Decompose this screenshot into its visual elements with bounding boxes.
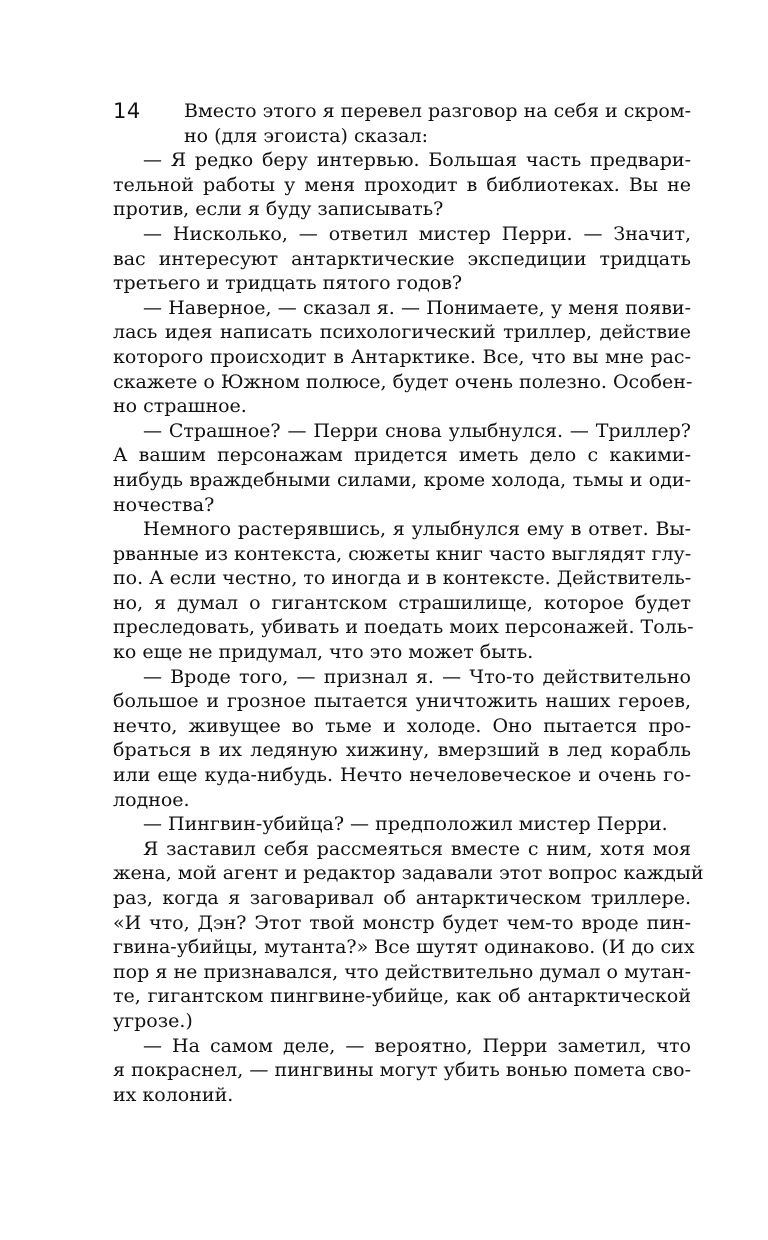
paragraph xyxy=(113,222,691,296)
text-line: но страшное. xyxy=(113,395,247,418)
text-line: рванные из контекста, сюжеты книг часто выглядят глу- xyxy=(113,542,692,565)
text-line: те, гигантском пингвине-убийце, как об антарктической xyxy=(113,985,691,1008)
text-line: тельной работы у меня проходит в библиотеках. Вы не xyxy=(113,173,691,196)
text-line: «И что, Дэн? Этот твой монстр будет чем-то вроде пин- xyxy=(113,911,691,934)
text-line: по. А если честно, то иногда и в контексте. Действитель- xyxy=(113,567,692,590)
text-line: которого происходит в Антарктике. Все, что вы мне рас- xyxy=(113,345,691,368)
body-text xyxy=(113,99,704,1107)
paragraph xyxy=(113,837,704,1034)
text-line: гвина-убийцы, мутанта?» Все шутят одинаково. (И до сих xyxy=(113,936,695,959)
text-line: — Страшное? — Перри снова улыбнулся. — Триллер? xyxy=(143,419,691,442)
text-line: жена, мой агент и редактор задавали этот вопрос каждый xyxy=(113,862,704,885)
text-line: браться в их ледяную хижину, вмерзший в лед корабль xyxy=(113,739,691,762)
text-line: или еще куда-нибудь. Нечто нечеловеческое и очень го- xyxy=(113,764,691,787)
text-line: против, если я буду записывать? xyxy=(113,198,444,221)
text-line: нечто, живущее во тьме и холоде. Оно пытается про- xyxy=(113,714,691,737)
text-line: но (для эгоиста) сказал: xyxy=(184,124,428,147)
page-number: 14 xyxy=(113,99,141,123)
text-line: третьего и тридцать пятого годов? xyxy=(113,272,463,295)
text-line: — Вроде того, — признал я. — Что-то действительно xyxy=(143,665,691,688)
paragraph xyxy=(113,812,691,837)
text-line: нибудь враждебными силами, кроме холода, тьмы и оди- xyxy=(113,468,691,491)
paragraph xyxy=(113,148,691,222)
paragraph xyxy=(113,296,691,419)
text-line: — На самом деле, — вероятно, Перри заметил, что xyxy=(143,1034,691,1057)
text-line: преследовать, убивать и поедать моих персонажей. Толь- xyxy=(113,616,694,639)
paragraph xyxy=(113,1034,691,1108)
text-line: вас интересуют антарктические экспедиции тридцать xyxy=(113,247,691,270)
text-line: Вместо этого я перевел разговор на себя и скром- xyxy=(184,100,692,122)
text-line: угрозе.) xyxy=(113,1009,193,1032)
text-line: ко еще не придумал, что это может быть. xyxy=(113,641,534,664)
paragraph xyxy=(113,517,694,665)
text-line: ночества? xyxy=(113,493,215,516)
text-line: скажете о Южном полюсе, будет очень полезно. Особен- xyxy=(113,370,693,393)
paragraph xyxy=(113,419,691,517)
text-line: — Я редко беру интервью. Большая часть предвари- xyxy=(143,149,691,172)
text-line: раз, когда я заговаривал об антарктическом триллере. xyxy=(113,887,691,909)
text-line: большое и грозное пытается уничтожить наших героев, xyxy=(113,690,691,713)
text-line: Я заставил себя рассмеяться вместе с ним, хотя моя xyxy=(143,837,691,860)
text-line: — Нисколько, — ответил мистер Перри. — Значит, xyxy=(143,222,691,245)
text-line: лась идея написать психологический триллер, действие xyxy=(113,321,691,344)
text-line: я покраснел, — пингвины могут убить вонью помета сво- xyxy=(113,1059,691,1082)
text-line: пор я не признавался, что действительно думал о мутан- xyxy=(113,960,691,983)
text-line: Немного растерявшись, я улыбнулся ему в ответ. Вы- xyxy=(143,518,691,541)
text-line: — Наверное, — сказал я. — Понимаете, у меня появи- xyxy=(143,296,691,319)
text-line: их колоний. xyxy=(113,1083,234,1106)
text-line: но, я думал о гигантском страшилище, которое будет xyxy=(113,591,691,614)
paragraph xyxy=(113,665,691,813)
text-line: лодное. xyxy=(113,788,190,811)
text-line: — Пингвин-убийца? — предположил мистер Перри. xyxy=(143,813,668,836)
paragraph xyxy=(113,99,691,148)
text-line: А вашим персонажам придется иметь дело с какими- xyxy=(113,444,691,467)
